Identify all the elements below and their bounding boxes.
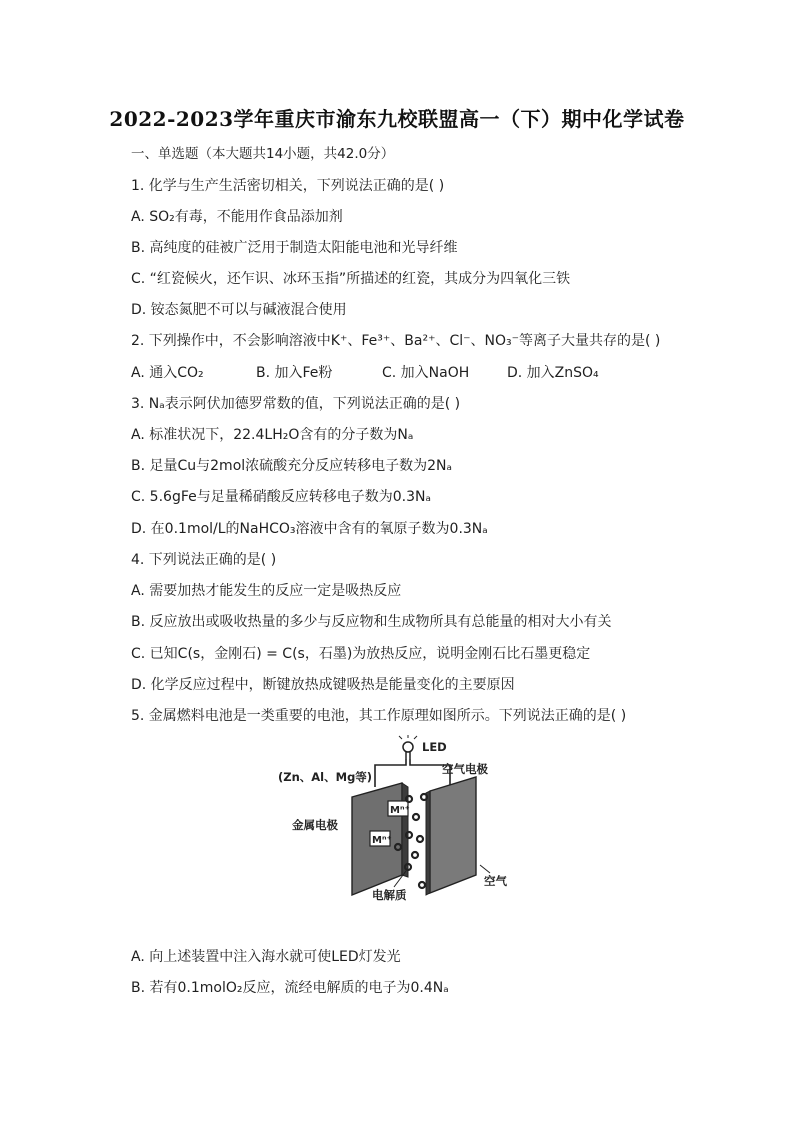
air-electrode-plate bbox=[430, 777, 476, 893]
metal-types-label: (Zn、Al、Mg等) bbox=[278, 770, 373, 784]
fuel-cell-diagram bbox=[270, 735, 520, 910]
air-label: 空气 bbox=[484, 874, 507, 888]
question-3-stem: 3. Nₐ表示阿伏加德罗常数的值，下列说法正确的是( ) bbox=[131, 396, 461, 412]
air-pointer bbox=[480, 865, 490, 873]
question-1-stem: 1. 化学与生产生活密切相关，下列说法正确的是( ) bbox=[131, 178, 445, 194]
electrolyte-label: 电解质 bbox=[372, 888, 407, 902]
question-3-option-c: C. 5.6gFe与足量稀硝酸反应转移电子数为0.3Nₐ bbox=[131, 489, 431, 505]
question-5-option-a: A. 向上述装置中注入海水就可使LED灯发光 bbox=[131, 949, 401, 965]
ion-label-2: Mⁿ⁺ bbox=[372, 835, 392, 846]
ion-label-1: Mⁿ⁺ bbox=[390, 805, 410, 816]
air-electrode-label: 空气电极 bbox=[442, 762, 488, 776]
question-4-option-c: C. 已知C(s，金刚石) = C(s，石墨)为放热反应，说明金刚石比石墨更稳定 bbox=[131, 646, 591, 662]
led-label: LED bbox=[422, 740, 447, 754]
question-2-option-b: B. 加入Fe粉 bbox=[256, 365, 333, 381]
question-4-option-a: A. 需要加热才能发生的反应一定是吸热反应 bbox=[131, 583, 402, 599]
question-2-option-a: A. 通入CO₂ bbox=[131, 365, 204, 381]
air-electrode-edge bbox=[426, 791, 430, 895]
question-3-option-a: A. 标准状况下，22.4LH₂O含有的分子数为Nₐ bbox=[131, 427, 414, 443]
question-1-option-c: C. “红瓷候火，还乍识、冰环玉指”所描述的红瓷，其成分为四氧化三铁 bbox=[131, 271, 571, 287]
section-header: 一、单选题（本大题共14小题，共42.0分） bbox=[131, 146, 395, 162]
question-1-option-a: A. SO₂有毒，不能用作食品添加剂 bbox=[131, 209, 343, 225]
question-3-option-d: D. 在0.1mol/L的NaHCO₃溶液中含有的氧原子数为0.3Nₐ bbox=[131, 521, 488, 537]
question-2-option-c: C. 加入NaOH bbox=[382, 365, 470, 381]
question-2-stem: 2. 下列操作中，不会影响溶液中K⁺、Fe³⁺、Ba²⁺、Cl⁻、NO₃⁻等离子大量共存的是( ) bbox=[131, 333, 661, 349]
led-icon bbox=[399, 735, 417, 759]
question-2-options bbox=[131, 364, 599, 382]
page-title: 2022-2023学年重庆市渝东九校联盟高一（下）期中化学试卷 bbox=[109, 107, 685, 131]
metal-electrode-label: 金属电极 bbox=[292, 818, 338, 832]
question-3-option-b: B. 足量Cu与2mol浓硫酸充分反应转移电子数为2Nₐ bbox=[131, 458, 453, 474]
question-5-stem: 5. 金属燃料电池是一类重要的电池，其工作原理如图所示。下列说法正确的是( ) bbox=[131, 708, 627, 724]
question-2-option-d: D. 加入ZnSO₄ bbox=[507, 365, 599, 381]
question-1-option-b: B. 高纯度的硅被广泛用于制造太阳能电池和光导纤维 bbox=[131, 240, 458, 256]
question-1-option-d: D. 铵态氮肥不可以与碱液混合使用 bbox=[131, 302, 347, 318]
question-4-option-b: B. 反应放出或吸收热量的多少与反应物和生成物所具有总能量的相对大小有关 bbox=[131, 614, 612, 630]
question-4-stem: 4. 下列说法正确的是( ) bbox=[131, 552, 277, 568]
question-5-option-b: B. 若有0.1molO₂反应，流经电解质的电子为0.4Nₐ bbox=[131, 980, 449, 996]
question-4-option-d: D. 化学反应过程中，断键放热成键吸热是能量变化的主要原因 bbox=[131, 677, 515, 693]
